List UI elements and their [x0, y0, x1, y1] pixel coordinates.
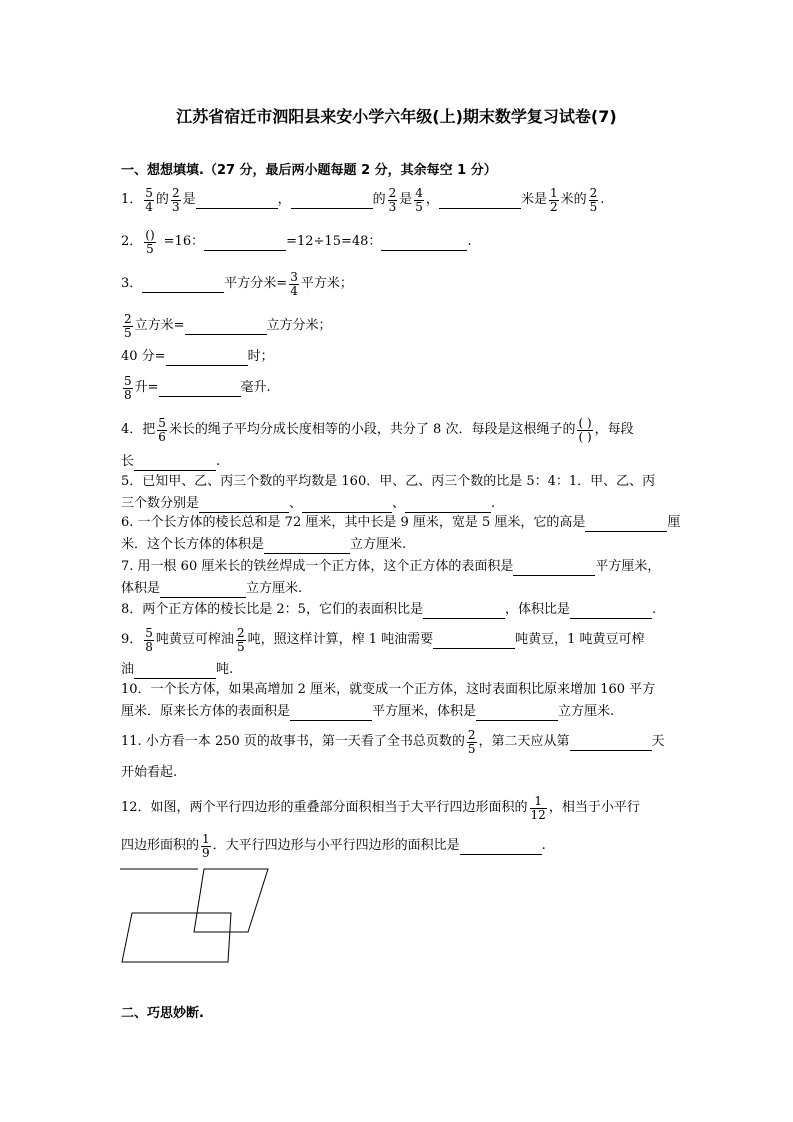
fraction: $\frac{5}{6}$ [158, 415, 166, 444]
answer-blank[interactable] [423, 602, 505, 619]
question-8: 8．两个正方体的棱长比是 2：5，它们的表面积比是 ，体积比是 . [121, 602, 657, 617]
fraction: $\frac{2}{5}$ [124, 311, 132, 340]
question-5-line-2: 三个数分别是 、 、 . [121, 496, 496, 511]
fraction: $\frac{5}{8}$ [124, 373, 132, 402]
answer-blank[interactable] [570, 602, 652, 619]
answer-blank[interactable] [142, 276, 224, 293]
answer-blank[interactable] [204, 234, 286, 251]
answer-blank[interactable] [291, 192, 373, 209]
question-1: 1． $\frac{5}{4}$ 的 $\frac{2}{3}$ 是 ， 的 $\frac{2}{3}$ 是 $\frac{4}{5}$ ， 米是 $\frac{1}{2}$ 米的 $\frac{2}{5}$ . [121, 185, 605, 214]
fraction: $\frac{2}{5}$ [467, 727, 476, 756]
question-11-line-2: 开始看起. [121, 765, 178, 780]
question-6-line-1: 6. 一个长方体的棱长总和是 72 厘米，其中长是 9 厘米，宽是 5 厘米，它的高是 厘 [121, 515, 681, 530]
fraction: $\frac{2}{5}$ [589, 185, 598, 214]
large-parallelogram [194, 869, 268, 932]
question-9-line-2: 油 吨. [121, 662, 234, 677]
answer-blank[interactable] [159, 380, 241, 397]
question-4-line-1: 4．把 $\frac{5}{6}$ 米长的绳子平均分成长度相等的小段，共分了 8 次．每段是这根绳子的 $\frac{( )}{( )}$ ，每段 [121, 415, 634, 444]
fraction: $\frac{4}{5}$ [415, 185, 423, 214]
answer-blank[interactable] [460, 838, 542, 855]
fraction: $\frac{1}{2}$ [549, 185, 558, 214]
page-title: 江苏省宿迁市泗阳县来安小学六年级(上)期末数学复习试卷(7) [176, 107, 617, 126]
question-10-line-1: 10．一个长方体，如果高增加 2 厘米，就变成一个正方体，这时表面积比原来增加 160 平方 [121, 682, 656, 697]
question-9-line-1: 9． $\frac{5}{8}$ 吨黄豆可榨油 $\frac{2}{5}$ 吨，照这样计算，榨 1 吨油需要 吨黄豆，1 吨黄豆可榨 [121, 625, 645, 654]
question-3-line-1: 3． 平方分米= $\frac{3}{4}$ 平方米； [121, 269, 353, 298]
question-4-line-2: 长 . [121, 454, 221, 469]
small-parallelogram [122, 913, 231, 962]
answer-blank[interactable] [570, 734, 652, 751]
answer-blank[interactable] [196, 192, 278, 209]
question-7-line-1: 7. 用一根 60 厘米长的铁丝焊成一个正方体，这个正方体的表面积是 平方厘米， [121, 559, 661, 574]
section-1-heading: 一、想想填填.（27 分，最后两小题每题 2 分，其余每空 1 分） [121, 163, 497, 178]
question-6-line-2: 米．这个长方体的体积是 立方厘米. [121, 537, 407, 552]
fraction: $\frac{( )}{( )}$ [578, 415, 592, 444]
parallelogram-figure [118, 860, 278, 970]
question-12-line-1: 12．如图，两个平行四边形的重叠部分面积相当于大平行四边形面积的 $\frac{1}{12}$ ，相当于小平行 [121, 793, 640, 822]
question-3-line-2: $\frac{2}{5}$ 立方米= 立方分米； [124, 311, 332, 340]
answer-blank[interactable] [381, 234, 467, 251]
section-2-heading: 二、巧思妙断. [121, 1006, 204, 1021]
question-10-line-2: 厘米．原来长方体的表面积是 平方厘米，体积是 立方厘米. [121, 704, 615, 719]
question-11-line-1: 11. 小方看一本 250 页的故事书，第一天看了全书总页数的 $\frac{2}{5}$ ，第二天应从第 天 [121, 727, 665, 756]
fraction: $\frac{3}{4}$ [290, 269, 298, 298]
fraction: $\frac{1}{12}$ [530, 793, 546, 822]
question-3-line-4: $\frac{5}{8}$ 升= 毫升. [124, 373, 271, 402]
answer-blank[interactable] [290, 704, 372, 721]
fraction: $\frac{2}{5}$ [236, 625, 245, 654]
fraction: $\frac{5}{4}$ [145, 185, 153, 214]
question-3-line-3: 40 分= 时； [121, 349, 274, 364]
question-5-line-1: 5．已知甲、乙、丙三个数的平均数是 160．甲、乙、丙三个数的比是 5：4：1．甲、乙、丙 [121, 474, 656, 489]
answer-blank[interactable] [185, 318, 267, 335]
answer-blank[interactable] [439, 192, 521, 209]
answer-blank[interactable] [166, 349, 248, 366]
question-12-line-2: 四边形面积的 $\frac{1}{9}$ ．大平行四边形与小平行四边形的面积比是 . [121, 831, 546, 860]
answer-blank[interactable] [433, 632, 515, 649]
fraction: $\frac{2}{3}$ [171, 185, 180, 214]
question-2: 2． $\frac{()}{5}$ =16： =12÷15=48： . [121, 227, 472, 256]
fraction: $\frac{2}{3}$ [388, 185, 397, 214]
fraction: $\frac{5}{8}$ [145, 625, 153, 654]
answer-blank[interactable] [476, 704, 558, 721]
question-7-line-2: 体积是 立方厘米. [121, 581, 303, 596]
fraction: $\frac{()}{5}$ [145, 227, 155, 256]
fraction: $\frac{1}{9}$ [202, 831, 210, 860]
